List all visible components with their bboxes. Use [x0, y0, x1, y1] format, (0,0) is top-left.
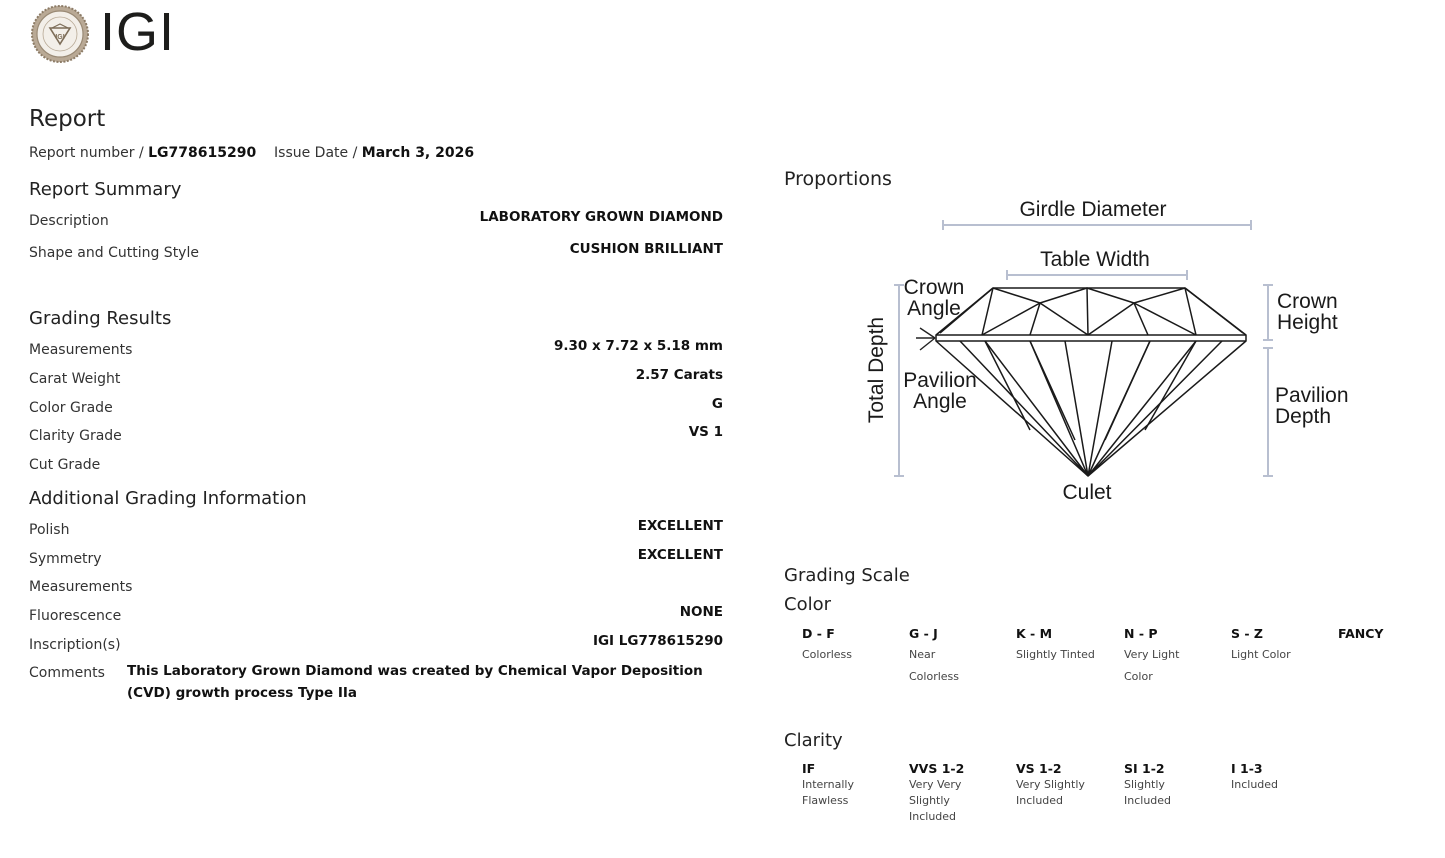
inscription-value: IGI LG778615290	[592, 633, 723, 649]
igi-logo-text: IGI	[100, 2, 176, 62]
color-scale-code: FANCY	[1338, 626, 1384, 641]
color-scale-desc: Slightly Tinted	[1016, 648, 1095, 661]
clarity-scale-desc: Included	[1124, 794, 1172, 807]
clarity-grade-value: VS 1	[688, 424, 723, 440]
grading-scale-heading: Grading Scale	[784, 565, 910, 586]
girdle-diameter-label: Girdle Diameter	[1019, 198, 1167, 221]
cut-grade-label: Cut Grade	[29, 457, 101, 473]
description-value: LABORATORY GROWN DIAMOND	[479, 209, 723, 225]
clarity-scale-desc: Very Very	[909, 778, 962, 791]
carat-weight-value: 2.57 Carats	[635, 367, 723, 383]
color-scale-desc: Colorless	[909, 670, 960, 683]
symmetry-value: EXCELLENT	[637, 547, 723, 563]
shape-label: Shape and Cutting Style	[29, 245, 199, 261]
color-scale-code: S - Z	[1231, 626, 1263, 641]
color-scale-heading: Color	[784, 594, 831, 615]
comments-value: This Laboratory Grown Diamond was created by Chemical Vapor Deposition (CVD) growth process Type IIa	[127, 663, 703, 701]
color-scale-code: N - P	[1124, 626, 1158, 641]
color-grade-label: Color Grade	[29, 400, 113, 416]
clarity-scale-desc: Very Slightly	[1016, 778, 1085, 791]
shape-value: CUSHION BRILLIANT	[569, 241, 723, 257]
report-summary-heading: Report Summary	[29, 179, 182, 200]
report-meta	[29, 145, 474, 161]
measurements-value: 9.30 x 7.72 x 5.18 mm	[554, 338, 723, 354]
pavilion-angle-label-line2: Angle	[913, 390, 967, 413]
color-scale-desc: Colorless	[802, 648, 853, 661]
color-scale-desc: Near	[909, 648, 936, 661]
proportions-diagram	[850, 190, 1370, 515]
measurements-label: Measurements	[29, 342, 133, 358]
clarity-grade-label: Clarity Grade	[29, 428, 122, 444]
crown-angle-label-line1: Crown	[903, 276, 965, 299]
svg-text:IGI: IGI	[55, 34, 65, 41]
additional-measurements-label: Measurements	[29, 579, 133, 595]
culet-label: Culet	[1062, 481, 1112, 504]
symmetry-label: Symmetry	[29, 551, 102, 567]
proportions-heading: Proportions	[784, 168, 892, 190]
color-scale-code: G - J	[909, 626, 938, 641]
clarity-scale-code: VVS 1-2	[909, 761, 965, 776]
color-scale-code: D - F	[802, 626, 835, 641]
description-label: Description	[29, 213, 109, 229]
crown-height-label-line1: Crown	[1277, 290, 1338, 313]
pavilion-angle-label-line1: Pavilion	[903, 369, 977, 392]
clarity-scale-desc: Flawless	[802, 794, 849, 807]
pavilion-depth-label-line1: Pavilion	[1275, 384, 1349, 407]
color-scale-code: K - M	[1016, 626, 1053, 641]
igi-seal-logo	[30, 4, 90, 64]
polish-value: EXCELLENT	[637, 518, 723, 534]
report-number-label: Report number /	[29, 145, 149, 161]
color-scale-desc: Very Light	[1124, 648, 1180, 661]
crown-angle-label-line2: Angle	[907, 297, 961, 320]
issue-date: March 3, 2026	[361, 145, 475, 161]
color-scale-desc: Color	[1124, 670, 1153, 683]
fluorescence-label: Fluorescence	[29, 608, 122, 624]
color-grade-value: G	[711, 396, 723, 412]
comments-label: Comments	[29, 665, 105, 681]
report-number: LG778615290	[148, 145, 257, 161]
color-scale-desc: Light Color	[1231, 648, 1291, 661]
table-width-label: Table Width	[1040, 248, 1150, 271]
report-title: Report	[29, 106, 106, 132]
clarity-scale-code: VS 1-2	[1016, 761, 1062, 776]
fluorescence-value: NONE	[679, 604, 723, 620]
clarity-scale-heading: Clarity	[784, 730, 843, 751]
diamond-outline	[936, 288, 1246, 476]
additional-info-heading: Additional Grading Information	[29, 488, 307, 509]
clarity-scale-desc: Slightly	[1124, 778, 1165, 791]
clarity-scale-desc: Included	[1016, 794, 1064, 807]
grading-results-heading: Grading Results	[29, 308, 172, 329]
clarity-scale-code: SI 1-2	[1124, 761, 1165, 776]
clarity-scale-desc: Included	[1231, 778, 1279, 791]
carat-weight-label: Carat Weight	[29, 371, 121, 387]
clarity-scale-desc: Slightly	[909, 794, 950, 807]
polish-label: Polish	[29, 522, 70, 538]
clarity-scale-desc: Internally	[802, 778, 854, 791]
crown-height-label-line2: Height	[1277, 311, 1338, 334]
pavilion-depth-label-line2: Depth	[1275, 405, 1332, 428]
angle-marks	[916, 328, 935, 350]
clarity-scale-desc: Included	[909, 810, 957, 823]
inscription-label: Inscription(s)	[29, 637, 121, 653]
total-depth-label: Total Depth	[865, 316, 888, 424]
clarity-scale-code: I 1-3	[1231, 761, 1263, 776]
clarity-scale-code: IF	[802, 761, 816, 776]
issue-date-label: Issue Date /	[274, 145, 362, 161]
